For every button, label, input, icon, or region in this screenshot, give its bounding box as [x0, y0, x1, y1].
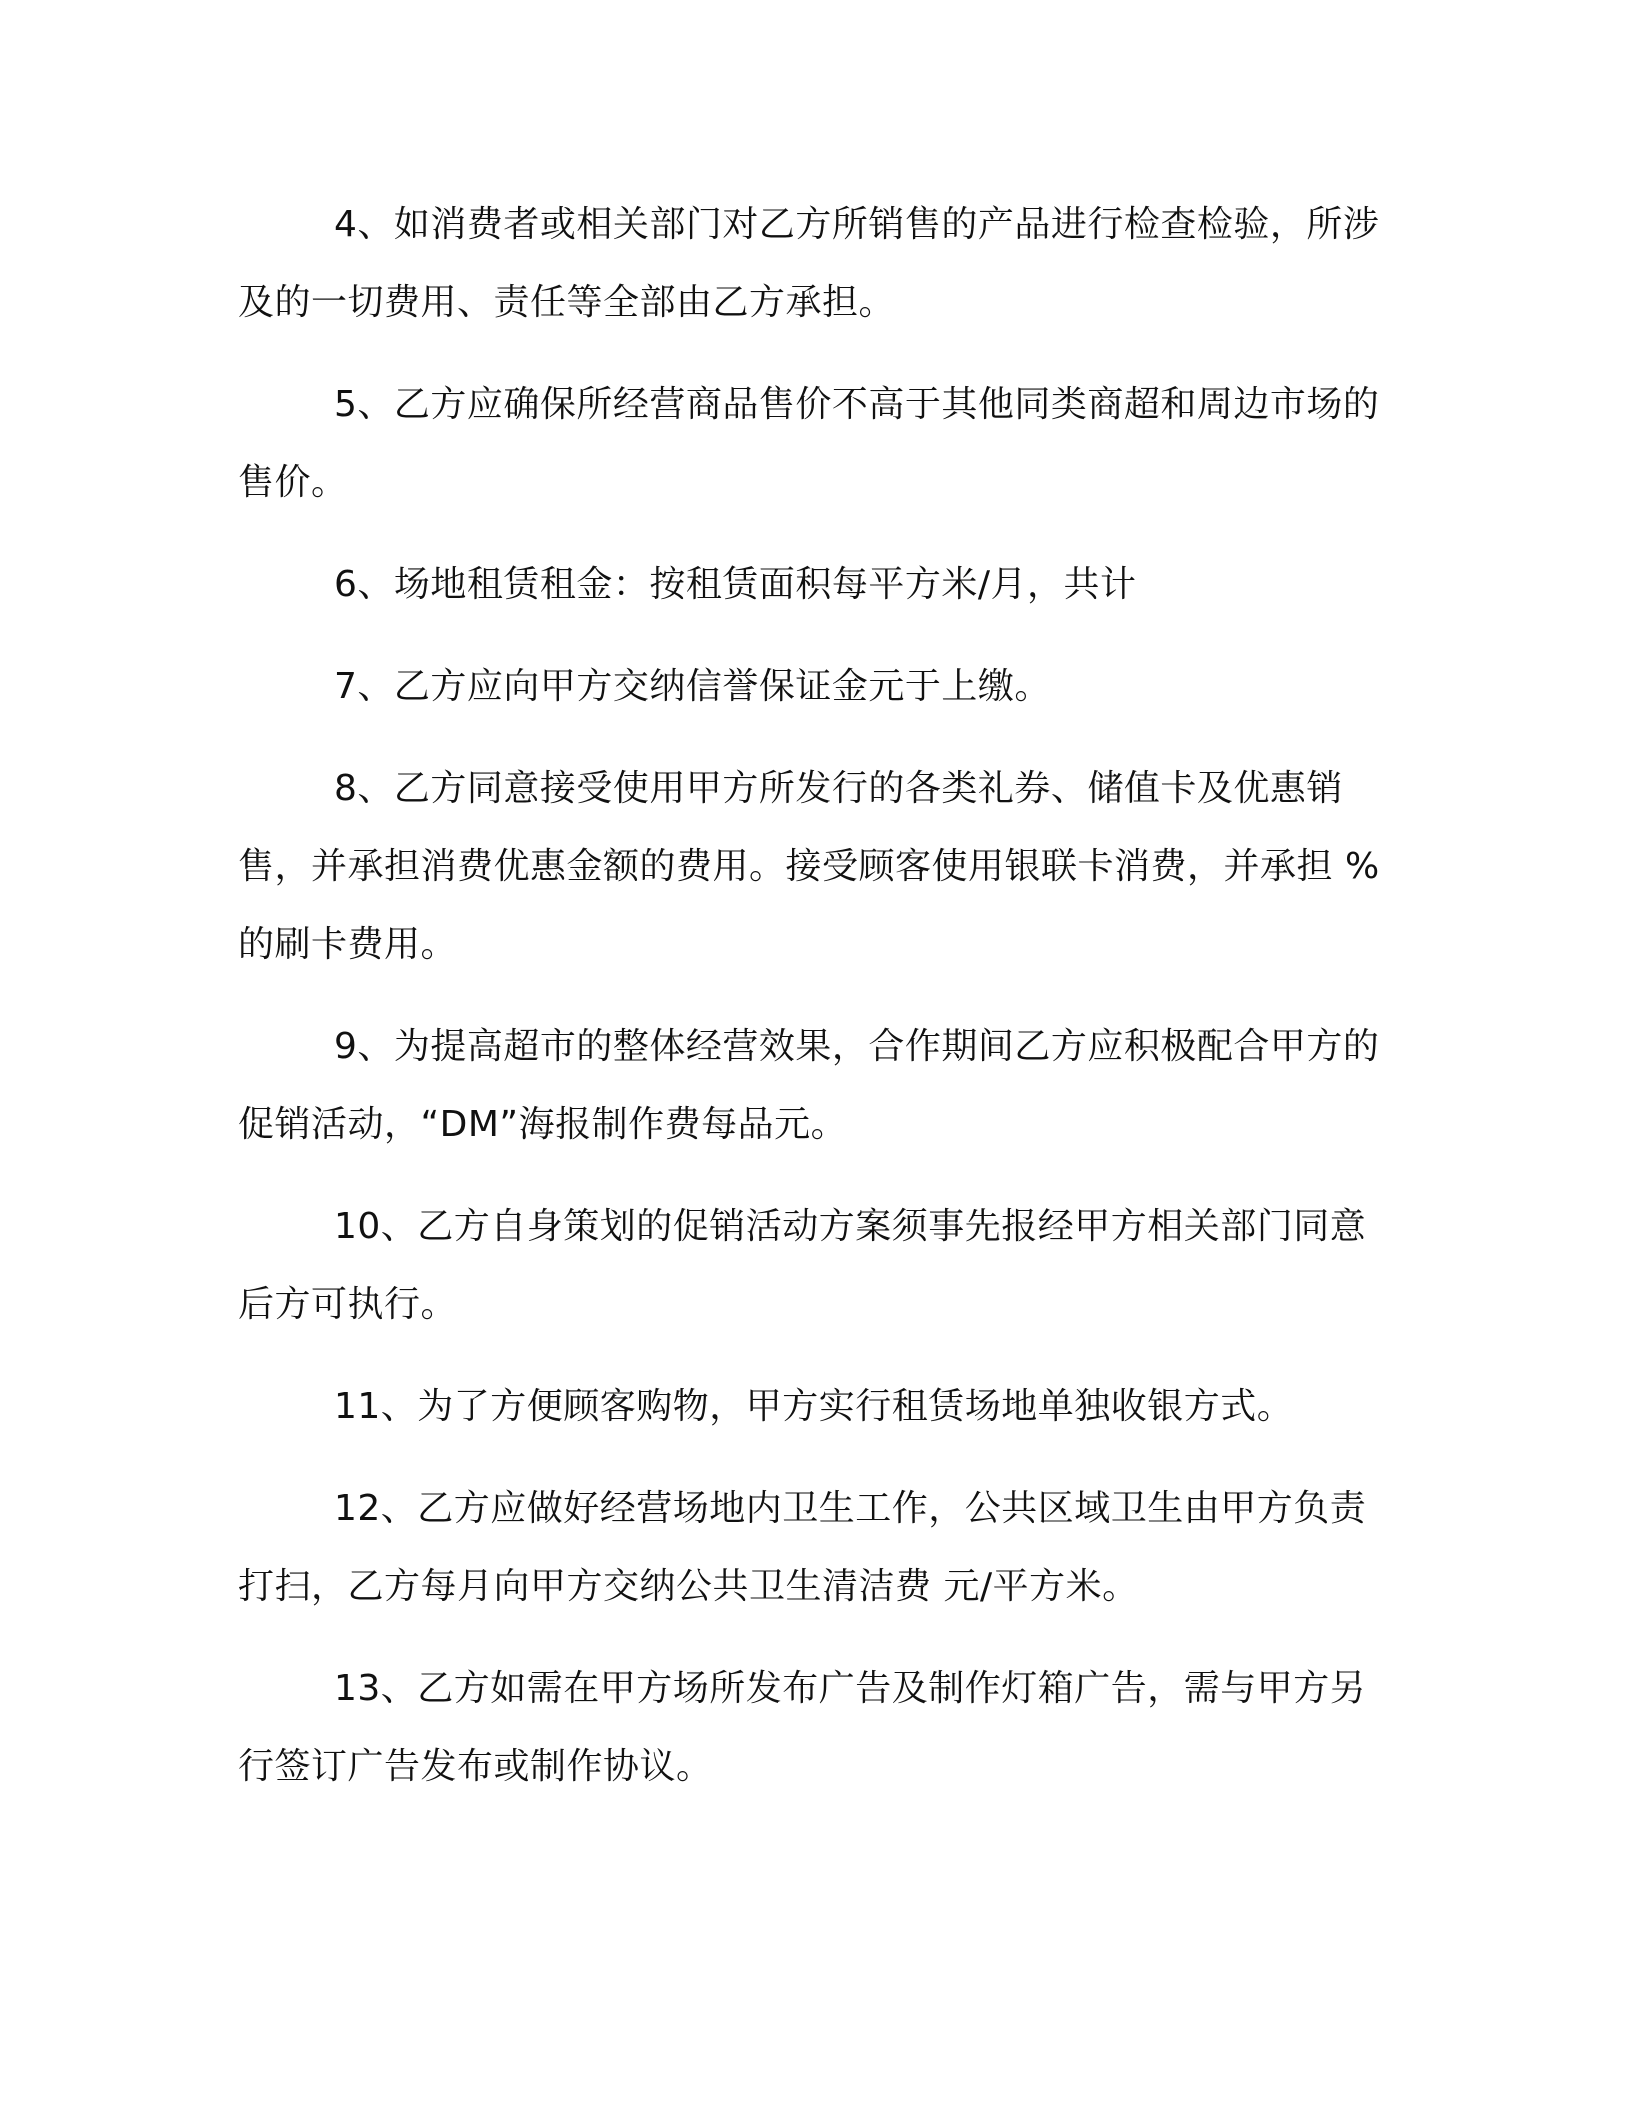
- document-body: [238, 186, 1388, 1830]
- clause-8: 8、乙方同意接受使用甲方所发行的各类礼券、储值卡及优惠销售，并承担消费优惠金额的费用。接受顾客使用银联卡消费，并承担 %的刷卡费用。: [238, 768, 1380, 965]
- clause-10: 10、乙方自身策划的促销活动方案须事先报经甲方相关部门同意后方可执行。: [238, 1206, 1367, 1325]
- clause-7: 7、乙方应向甲方交纳信誉保证金元于上缴。: [334, 666, 1051, 707]
- clause-5: 5、乙方应确保所经营商品售价不高于其他同类商超和周边市场的售价。: [238, 384, 1380, 503]
- clause-11: 11、为了方便顾客购物，甲方实行租赁场地单独收银方式。: [334, 1386, 1294, 1427]
- clause-13: 13、乙方如需在甲方场所发布广告及制作灯箱广告，需与甲方另行签订广告发布或制作协议。: [238, 1668, 1367, 1787]
- clause-6: 6、场地租赁租金：按租赁面积每平方米/月，共计: [334, 564, 1137, 605]
- clause-12: 12、乙方应做好经营场地内卫生工作，公共区域卫生由甲方负责打扫，乙方每月向甲方交纳公共卫生清洁费 元/平方米。: [238, 1488, 1367, 1607]
- clause-4: 4、如消费者或相关部门对乙方所销售的产品进行检查检验，所涉及的一切费用、责任等全部由乙方承担。: [238, 204, 1380, 323]
- clause-9: 9、为提高超市的整体经营效果，合作期间乙方应积极配合甲方的促销活动，“DM”海报制作费每品元。: [238, 1026, 1380, 1145]
